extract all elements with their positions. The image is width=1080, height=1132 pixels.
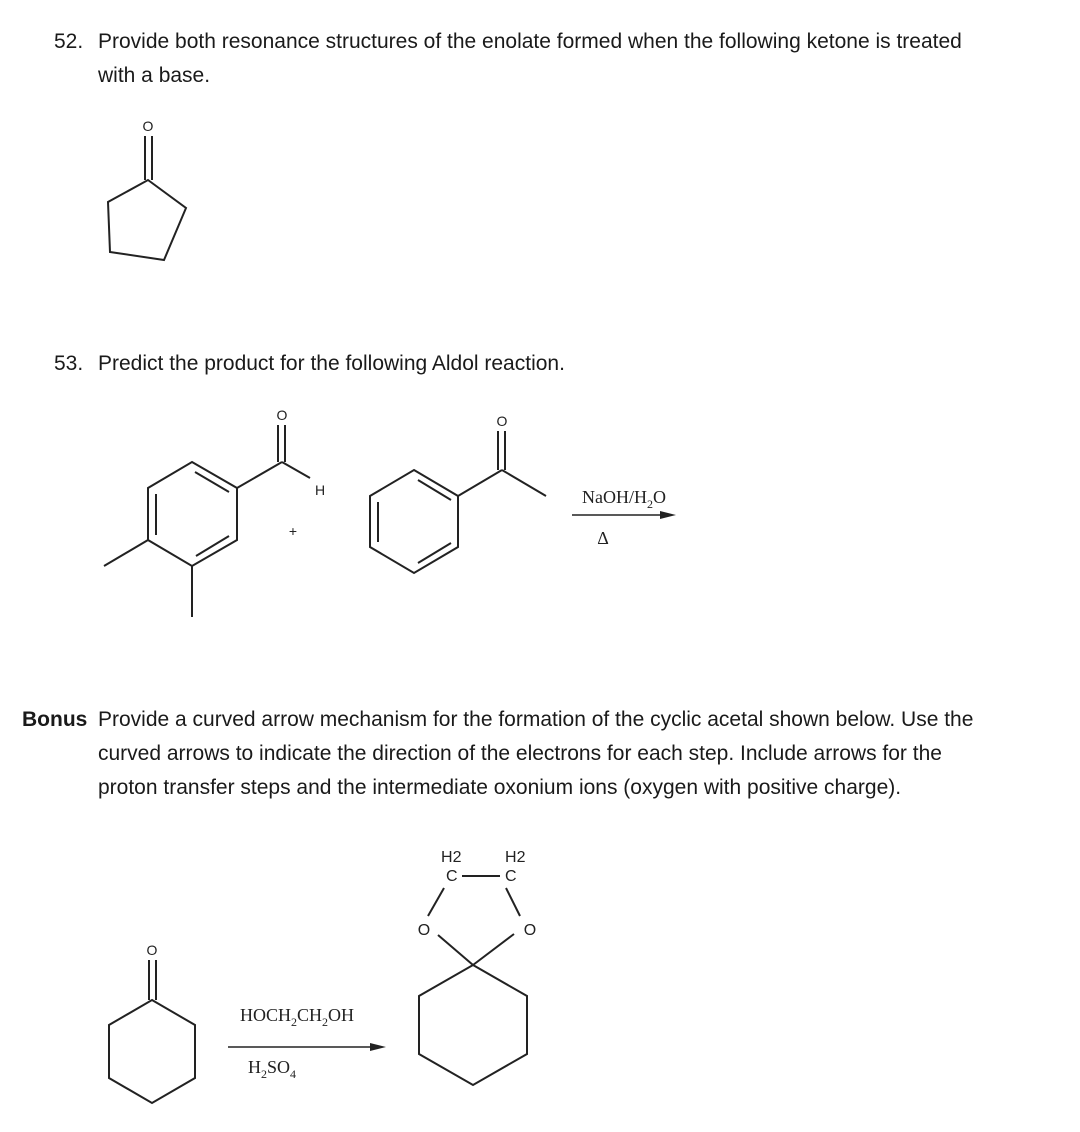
ethylene-glycol-label: $HOCH_2CH_2OH$ — [240, 1005, 355, 1029]
aromatic-double-bond — [195, 472, 229, 492]
dimethylbenzaldehyde-structure — [104, 407, 325, 617]
benzene-ring-2 — [370, 470, 458, 573]
reagent-label: NaOH/$H_2O$ — [582, 487, 666, 511]
arrow-head — [660, 511, 676, 519]
ketone-carbon-bond — [458, 470, 502, 496]
reaction-53-arrow — [572, 487, 676, 548]
benzene-ring-1 — [148, 462, 237, 566]
ch2-right-h: H2 — [505, 849, 526, 866]
bonus-label: Bonus — [22, 708, 88, 731]
oc-bond-right — [506, 888, 520, 916]
cyclopentanone-structure — [108, 118, 186, 260]
ketone-oxygen-label: O — [496, 413, 508, 429]
cyclohexane-ring — [109, 1000, 195, 1103]
acetal-co-bond-right — [473, 934, 514, 965]
ketone-methyl-bond — [502, 470, 546, 496]
question-52-line-2: with a base. — [98, 64, 211, 87]
sulfuric-acid-label: $H_2SO_4$ — [248, 1057, 297, 1081]
plus-sign: + — [288, 523, 298, 539]
cyclohexane-ring — [419, 965, 527, 1085]
bonus-line-1: Provide a curved arrow mechanism for the formation of the cyclic acetal shown below. Use the — [98, 708, 974, 731]
bonus-line-2: curved arrows to indicate the direction of the electrons for each step. Include arrows for the — [98, 742, 942, 765]
ch2-left-h: H2 — [441, 849, 462, 866]
cyclopentane-ring — [108, 180, 186, 260]
acetophenone-structure — [370, 413, 546, 573]
aldehyde-oxygen-label: O — [276, 407, 288, 423]
question-53-line-1: Predict the product for the following Aldol reaction. — [98, 352, 565, 375]
acetal-co-bond-left — [438, 935, 473, 965]
ch2-left-c: C — [446, 868, 458, 885]
oc-bond-left — [428, 888, 444, 916]
carbonyl-oxygen-label: O — [142, 118, 154, 134]
question-52-line-1: Provide both resonance structures of the enolate formed when the following ketone is treated — [98, 30, 962, 53]
aldehyde-h-bond — [282, 462, 310, 478]
aldehyde-carbon-bond — [237, 462, 282, 488]
acetal-oxygen-right: O — [523, 922, 537, 939]
aromatic-double-bond — [196, 536, 229, 556]
acetal-oxygen-left: O — [417, 922, 431, 939]
methyl-bond-1 — [104, 540, 148, 566]
ch2-right-c: C — [505, 868, 517, 885]
cyclohexanone-structure — [109, 942, 195, 1103]
question-52-number: 52. — [54, 30, 84, 53]
bonus-line-3: proton transfer steps and the intermediate oxonium ions (oxygen with positive charge). — [98, 776, 902, 799]
heat-symbol: Δ — [597, 528, 609, 548]
question-53-number: 53. — [54, 352, 84, 375]
aldehyde-hydrogen-label: H — [314, 482, 326, 498]
arrow-head — [370, 1043, 386, 1051]
reaction-bonus-arrow — [228, 1005, 386, 1081]
cyclic-acetal-structure — [418, 849, 536, 1085]
carbonyl-oxygen-label: O — [146, 942, 158, 958]
